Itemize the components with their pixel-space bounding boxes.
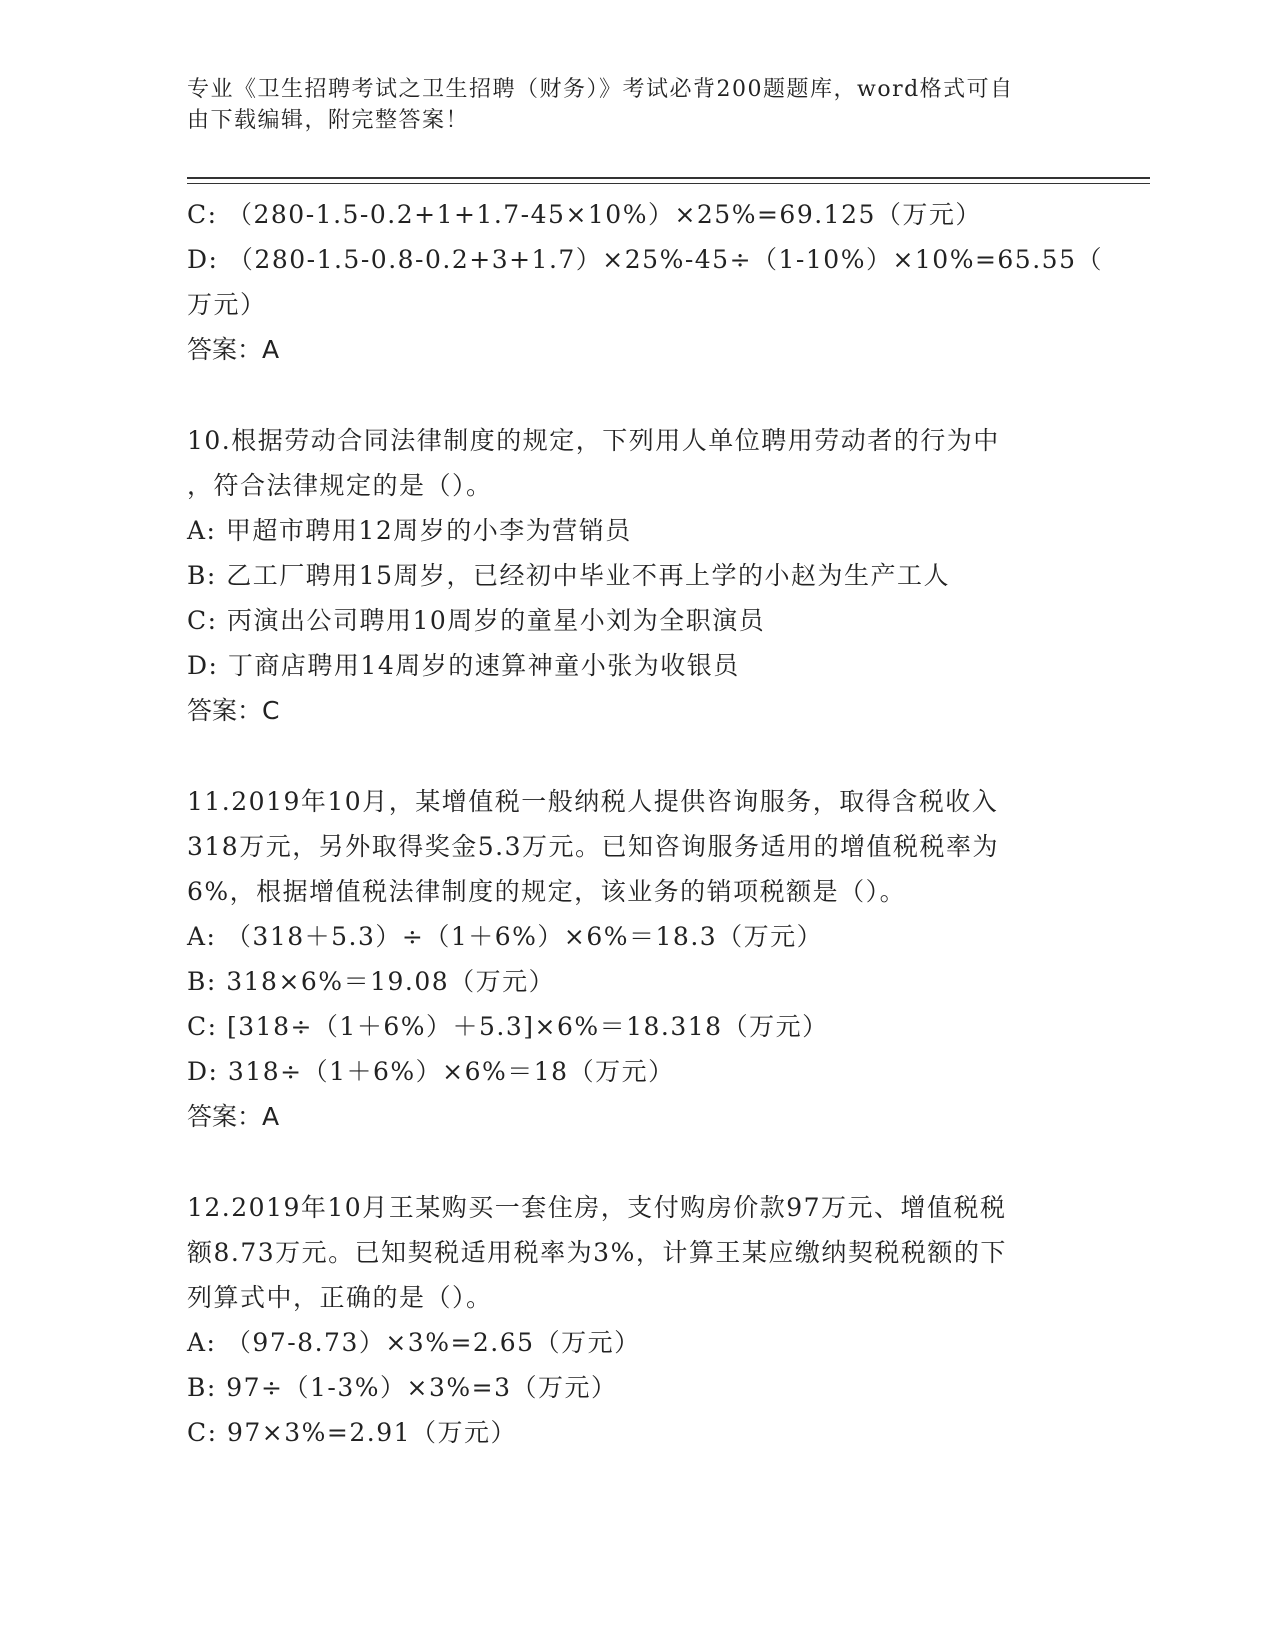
option-c: C: （280-1.5-0.2+1+1.7-45×10%）×25%=69.125（万元） (187, 200, 982, 229)
header-line-2: 由下载编辑，附完整答案！ (187, 108, 470, 133)
header-rule-thick (187, 177, 1150, 179)
option-c: C: [318÷（1＋6%）＋5.3]×6%＝18.318（万元） (187, 1012, 829, 1041)
header-rule-thin (187, 183, 1150, 184)
option-d: D: 丁商店聘用14周岁的速算神童小张为收银员 (187, 651, 740, 680)
option-d: D: （280-1.5-0.8-0.2+3+1.7）×25%-45÷（1-10%）×10%=65.55（ (187, 245, 1103, 274)
option-d: D: 318÷（1＋6%）×6%＝18（万元） (187, 1057, 675, 1086)
question-stem-cont: ，符合法律规定的是（）。 (187, 471, 493, 500)
option-b: B: 97÷（1-3%）×3%=3（万元） (187, 1373, 618, 1402)
question-stem-cont: 318万元，另外取得奖金5.3万元。已知咨询服务适用的增值税税率为 (187, 832, 999, 861)
option-c: C: 丙演出公司聘用10周岁的童星小刘为全职演员 (187, 606, 766, 635)
question-9 (187, 192, 1103, 372)
question-10 (187, 418, 1087, 733)
question-11 (187, 779, 1087, 1139)
answer: 答案：A (187, 335, 280, 364)
option-b: B: 乙工厂聘用15周岁，已经初中毕业不再上学的小赵为生产工人 (187, 561, 951, 590)
option-d-cont: 万元） (187, 290, 267, 319)
question-stem: 10.根据劳动合同法律制度的规定，下列用人单位聘用劳动者的行为中 (187, 426, 1000, 455)
option-a: A: （318＋5.3）÷（1＋6%）×6%＝18.3（万元） (187, 922, 824, 951)
answer: 答案：C (187, 696, 280, 725)
question-stem: 11.2019年10月，某增值税一般纳税人提供咨询服务，取得含税收入 (187, 787, 999, 816)
option-c: C: 97×3%=2.91（万元） (187, 1418, 518, 1447)
document-body (187, 192, 1103, 1455)
option-a: A: （97-8.73）×3%=2.65（万元） (187, 1328, 641, 1357)
document-header (187, 74, 1087, 136)
question-stem-cont: 额8.73万元。已知契税适用税率为3%，计算王某应缴纳契税税额的下 (187, 1238, 1007, 1267)
option-b: B: 318×6%＝19.08（万元） (187, 967, 556, 996)
question-stem: 12.2019年10月王某购买一套住房，支付购房价款97万元、增值税税 (187, 1193, 1007, 1222)
question-12 (187, 1185, 1087, 1455)
question-stem-cont: 列算式中，正确的是（）。 (187, 1283, 493, 1312)
option-a: A: 甲超市聘用12周岁的小李为营销员 (187, 516, 632, 545)
answer: 答案：A (187, 1102, 280, 1131)
header-line-1: 专业《卫生招聘考试之卫生招聘（财务）》考试必背200题题库，word格式可自 (187, 77, 1014, 102)
question-stem-cont: 6%，根据增值税法律制度的规定，该业务的销项税额是（）。 (187, 877, 907, 906)
